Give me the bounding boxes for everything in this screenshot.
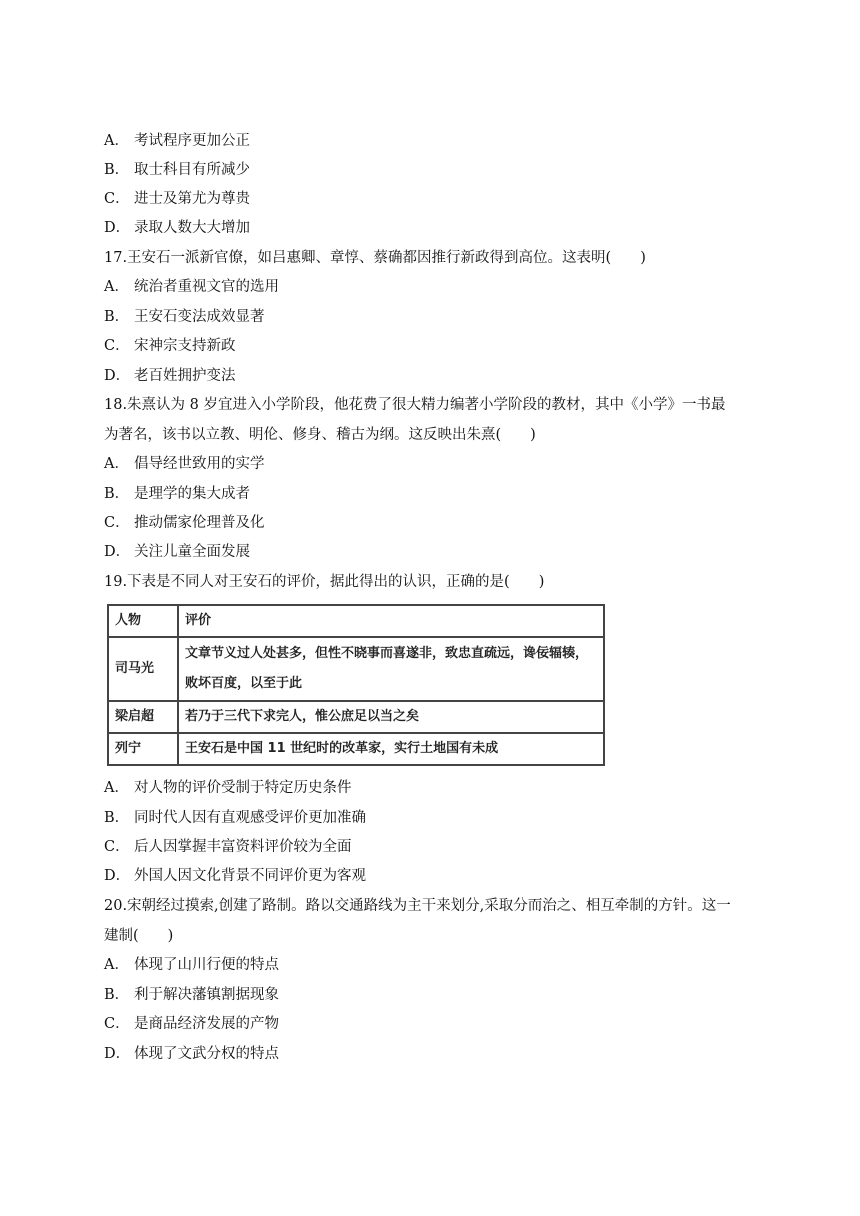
option-letter: A． (104, 456, 129, 472)
option-letter: B． (104, 309, 130, 325)
option-letter: D． (104, 544, 131, 560)
q20-option-b[interactable] (104, 985, 279, 1005)
header-name: 人物 (108, 605, 178, 637)
option-text: 体现了山川行便的特点 (134, 957, 279, 973)
option-letter: C． (104, 1016, 130, 1032)
option-text: 取士科目有所减少 (134, 162, 250, 178)
option-letter: C． (104, 839, 130, 855)
table-row (108, 701, 604, 733)
row-name: 梁启超 (108, 701, 178, 733)
option-text: 宋神宗支持新政 (134, 338, 236, 354)
row-name: 司马光 (108, 637, 178, 701)
q20-option-c[interactable] (104, 1014, 279, 1034)
table-row (108, 637, 604, 701)
option-text: 进士及第尤为尊贵 (134, 191, 250, 207)
option-text: 考试程序更加公正 (134, 133, 250, 149)
option-letter: C． (104, 191, 130, 207)
row-eval-line: 文章节义过人处甚多，但性不晓事而喜遂非，致忠直疏远，谗佞辐辏， (185, 646, 589, 661)
option-letter: D． (104, 368, 131, 384)
option-letter: D． (104, 220, 131, 236)
option-text: 王安石变法成效显著 (134, 309, 265, 325)
option-text: 倡导经世致用的实学 (134, 456, 265, 472)
option-text: 对人物的评价受制于特定历史条件 (134, 780, 352, 796)
q18-option-a[interactable] (104, 454, 265, 474)
q16-option-b[interactable] (104, 160, 250, 180)
q20-stem-line2: 建制( ) (104, 928, 174, 944)
row-name: 列宁 (108, 733, 178, 765)
q19-option-d[interactable] (104, 866, 366, 886)
q16-option-d[interactable] (104, 218, 250, 238)
q18-stem-line1: 18.朱熹认为 8 岁宜进入小学阶段，他花费了很大精力编著小学阶段的教材，其中《小学》一书最 (104, 397, 726, 413)
q19-stem: 19.下表是不同人对王安石的评价，据此得出的认识，正确的是( ) (104, 574, 545, 590)
option-text: 后人因掌握丰富资料评价较为全面 (134, 839, 352, 855)
q20-option-a[interactable] (104, 955, 279, 975)
option-text: 老百姓拥护变法 (134, 368, 236, 384)
q17-option-a[interactable] (104, 277, 279, 297)
option-text: 统治者重视文官的选用 (134, 279, 279, 295)
option-letter: C． (104, 338, 130, 354)
option-text: 利于解决藩镇割据现象 (134, 987, 279, 1003)
row-eval-line: 败坏百度，以至于此 (185, 676, 303, 691)
q19-option-a[interactable] (104, 778, 352, 798)
option-letter: B． (104, 810, 130, 826)
option-text: 关注儿童全面发展 (134, 544, 250, 560)
option-text: 同时代人因有直观感受评价更加准确 (134, 810, 366, 826)
q18-stem-line2: 为著名，该书以立教、明伦、修身、稽古为纲。这反映出朱熹( ) (104, 427, 536, 443)
option-text: 是理学的集大成者 (134, 486, 250, 502)
q20-option-d[interactable] (104, 1044, 279, 1064)
row-eval: 王安石是中国 11 世纪时的改革家，实行土地国有未成 (178, 733, 604, 765)
option-letter: A． (104, 957, 129, 973)
q19-option-c[interactable] (104, 837, 352, 857)
option-letter: B． (104, 162, 130, 178)
option-letter: D． (104, 1046, 131, 1062)
q18-option-c[interactable] (104, 513, 265, 533)
q18-option-d[interactable] (104, 542, 250, 562)
table-row (108, 733, 604, 765)
option-text: 录取人数大大增加 (134, 220, 250, 236)
option-letter: B． (104, 486, 130, 502)
q20-stem-line1: 20.宋朝经过摸索,创建了路制。路以交通路线为主干来划分,采取分而治之、相互牵制的方针。这一 (104, 898, 731, 914)
option-text: 是商品经济发展的产物 (134, 1016, 279, 1032)
option-letter: A． (104, 133, 129, 149)
q18-option-b[interactable] (104, 484, 250, 504)
option-letter: C． (104, 515, 130, 531)
q17-stem: 17.王安石一派新官僚，如吕惠卿、章惇、蔡确都因推行新政得到高位。这表明( ) (104, 250, 646, 266)
row-eval: 若乃于三代下求完人，惟公庶足以当之矣 (178, 701, 604, 733)
q17-option-c[interactable] (104, 336, 236, 356)
q17-option-d[interactable] (104, 366, 236, 386)
evaluation-table (107, 604, 605, 766)
option-letter: A． (104, 279, 129, 295)
q16-option-c[interactable] (104, 189, 250, 209)
option-text: 外国人因文化背景不同评价更为客观 (134, 868, 366, 884)
header-eval: 评价 (178, 605, 604, 637)
option-text: 体现了文武分权的特点 (134, 1046, 279, 1062)
row-eval (178, 637, 604, 701)
table-header-row (108, 605, 604, 637)
option-letter: A． (104, 780, 129, 796)
q16-option-a[interactable] (104, 131, 250, 151)
option-text: 推动儒家伦理普及化 (134, 515, 265, 531)
option-letter: D． (104, 868, 131, 884)
q19-option-b[interactable] (104, 808, 366, 828)
q17-option-b[interactable] (104, 307, 265, 327)
option-letter: B． (104, 987, 130, 1003)
